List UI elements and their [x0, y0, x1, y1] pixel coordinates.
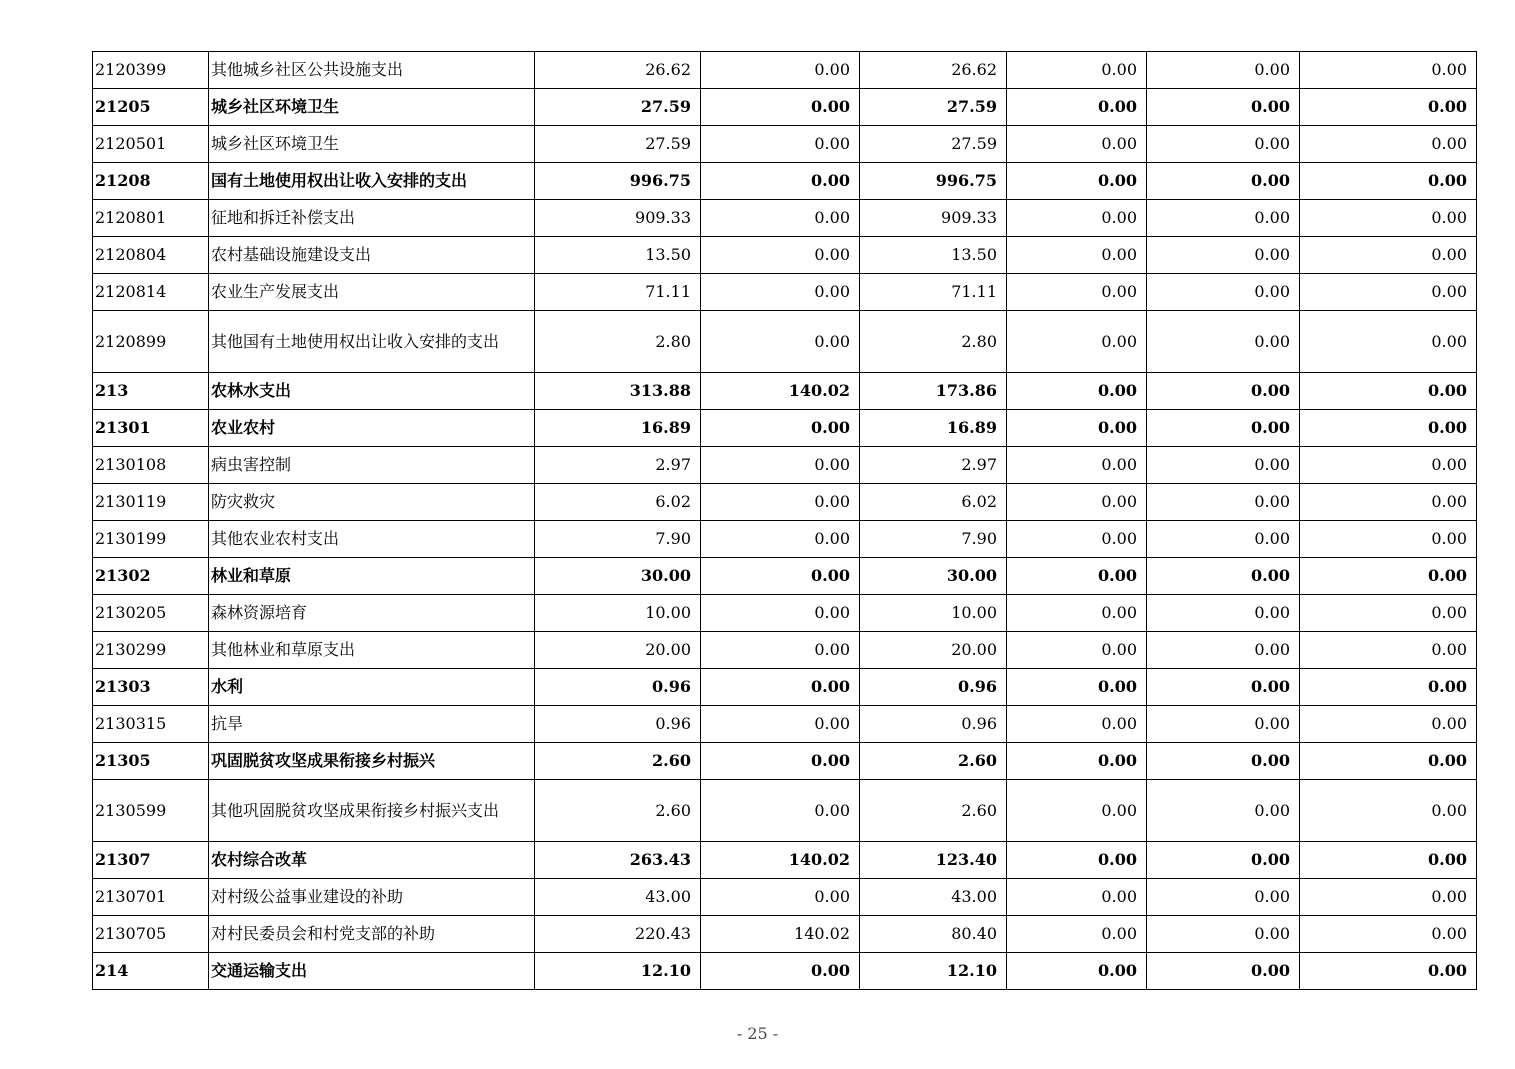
- subject-name-cell: 农业农村: [209, 410, 535, 447]
- amount-cell: 0.00: [1147, 373, 1300, 410]
- subject-name-cell: 水利: [209, 669, 535, 706]
- amount-cell: 0.00: [1300, 126, 1477, 163]
- amount-cell: 10.00: [535, 595, 701, 632]
- amount-cell: 0.00: [701, 126, 860, 163]
- amount-cell: 0.00: [1007, 373, 1147, 410]
- amount-cell: 0.00: [1147, 558, 1300, 595]
- amount-cell: 313.88: [535, 373, 701, 410]
- subject-code-cell: 21301: [93, 410, 209, 447]
- amount-cell: 0.00: [1007, 521, 1147, 558]
- subject-code-cell: 2120501: [93, 126, 209, 163]
- subject-code-cell: 213: [93, 373, 209, 410]
- amount-cell: 0.00: [701, 410, 860, 447]
- subject-name-cell: 城乡社区环境卫生: [209, 89, 535, 126]
- amount-cell: 27.59: [860, 126, 1007, 163]
- amount-cell: 0.00: [701, 879, 860, 916]
- table-row: [93, 916, 1477, 953]
- subject-code-cell: 21205: [93, 89, 209, 126]
- amount-cell: 0.00: [1300, 953, 1477, 990]
- amount-cell: 2.80: [860, 311, 1007, 373]
- table-row: [93, 953, 1477, 990]
- amount-cell: 0.00: [1300, 373, 1477, 410]
- table-row: [93, 410, 1477, 447]
- table-row: [93, 842, 1477, 879]
- table-row: [93, 52, 1477, 89]
- amount-cell: 0.00: [1300, 484, 1477, 521]
- amount-cell: 0.00: [1300, 200, 1477, 237]
- amount-cell: 6.02: [860, 484, 1007, 521]
- table-row: [93, 274, 1477, 311]
- amount-cell: 0.00: [1147, 706, 1300, 743]
- subject-code-cell: 21208: [93, 163, 209, 200]
- amount-cell: 0.00: [1007, 558, 1147, 595]
- subject-code-cell: 2130701: [93, 879, 209, 916]
- amount-cell: 0.96: [535, 706, 701, 743]
- amount-cell: 140.02: [701, 916, 860, 953]
- amount-cell: 0.00: [1300, 780, 1477, 842]
- amount-cell: 0.00: [1007, 632, 1147, 669]
- table-row: [93, 126, 1477, 163]
- amount-cell: 123.40: [860, 842, 1007, 879]
- amount-cell: 0.00: [1007, 484, 1147, 521]
- amount-cell: 16.89: [860, 410, 1007, 447]
- subject-code-cell: 21303: [93, 669, 209, 706]
- subject-name-cell: 对村民委员会和村党支部的补助: [209, 916, 535, 953]
- amount-cell: 0.00: [701, 632, 860, 669]
- subject-name-cell: 征地和拆迁补偿支出: [209, 200, 535, 237]
- amount-cell: 263.43: [535, 842, 701, 879]
- amount-cell: 0.00: [1147, 89, 1300, 126]
- subject-code-cell: 2130299: [93, 632, 209, 669]
- amount-cell: 0.00: [1147, 237, 1300, 274]
- amount-cell: 0.00: [701, 52, 860, 89]
- amount-cell: 0.00: [1147, 126, 1300, 163]
- amount-cell: 0.00: [1007, 89, 1147, 126]
- amount-cell: 12.10: [535, 953, 701, 990]
- table-row: [93, 879, 1477, 916]
- amount-cell: 2.97: [535, 447, 701, 484]
- amount-cell: 0.00: [1300, 274, 1477, 311]
- amount-cell: 996.75: [535, 163, 701, 200]
- amount-cell: 71.11: [860, 274, 1007, 311]
- table-row: [93, 237, 1477, 274]
- amount-cell: 13.50: [535, 237, 701, 274]
- amount-cell: 0.00: [1007, 706, 1147, 743]
- amount-cell: 0.00: [1147, 311, 1300, 373]
- amount-cell: 0.00: [1007, 274, 1147, 311]
- subject-code-cell: 2130599: [93, 780, 209, 842]
- amount-cell: 0.96: [860, 669, 1007, 706]
- subject-code-cell: 2130108: [93, 447, 209, 484]
- amount-cell: 0.00: [1147, 879, 1300, 916]
- subject-name-cell: 其他农业农村支出: [209, 521, 535, 558]
- amount-cell: 0.00: [1147, 163, 1300, 200]
- amount-cell: 20.00: [535, 632, 701, 669]
- amount-cell: 0.00: [701, 669, 860, 706]
- amount-cell: 0.00: [1007, 200, 1147, 237]
- amount-cell: 20.00: [860, 632, 1007, 669]
- amount-cell: 30.00: [535, 558, 701, 595]
- amount-cell: 0.00: [1007, 311, 1147, 373]
- table-row: [93, 558, 1477, 595]
- amount-cell: 0.00: [1007, 842, 1147, 879]
- subject-name-cell: 农村综合改革: [209, 842, 535, 879]
- amount-cell: 0.00: [1007, 126, 1147, 163]
- amount-cell: 0.00: [701, 200, 860, 237]
- amount-cell: 0.00: [1300, 163, 1477, 200]
- amount-cell: 6.02: [535, 484, 701, 521]
- subject-name-cell: 农村基础设施建设支出: [209, 237, 535, 274]
- amount-cell: 0.00: [1300, 89, 1477, 126]
- amount-cell: 0.00: [1147, 743, 1300, 780]
- subject-name-cell: 防灾救灾: [209, 484, 535, 521]
- amount-cell: 0.00: [701, 595, 860, 632]
- table-row: [93, 163, 1477, 200]
- amount-cell: 26.62: [535, 52, 701, 89]
- amount-cell: 0.00: [701, 706, 860, 743]
- amount-cell: 2.97: [860, 447, 1007, 484]
- table-row: [93, 632, 1477, 669]
- amount-cell: 0.00: [1007, 52, 1147, 89]
- amount-cell: 0.00: [1300, 632, 1477, 669]
- amount-cell: 0.00: [1300, 410, 1477, 447]
- table-row: [93, 311, 1477, 373]
- subject-code-cell: 2130199: [93, 521, 209, 558]
- subject-name-cell: 城乡社区环境卫生: [209, 126, 535, 163]
- subject-code-cell: 2120801: [93, 200, 209, 237]
- amount-cell: 0.00: [1007, 916, 1147, 953]
- amount-cell: 0.00: [1007, 743, 1147, 780]
- amount-cell: 0.00: [1300, 311, 1477, 373]
- table-row: [93, 743, 1477, 780]
- subject-name-cell: 其他巩固脱贫攻坚成果衔接乡村振兴支出: [209, 780, 535, 842]
- amount-cell: 16.89: [535, 410, 701, 447]
- amount-cell: 0.00: [1300, 842, 1477, 879]
- subject-name-cell: 巩固脱贫攻坚成果衔接乡村振兴: [209, 743, 535, 780]
- amount-cell: 0.00: [701, 237, 860, 274]
- amount-cell: 0.00: [1007, 953, 1147, 990]
- amount-cell: 0.00: [1007, 595, 1147, 632]
- amount-cell: 0.00: [701, 311, 860, 373]
- amount-cell: 0.00: [1300, 916, 1477, 953]
- amount-cell: 27.59: [860, 89, 1007, 126]
- amount-cell: 0.00: [1147, 842, 1300, 879]
- amount-cell: 0.00: [1300, 879, 1477, 916]
- amount-cell: 0.00: [1007, 163, 1147, 200]
- subject-code-cell: 2130119: [93, 484, 209, 521]
- subject-name-cell: 林业和草原: [209, 558, 535, 595]
- amount-cell: 0.00: [1147, 780, 1300, 842]
- subject-name-cell: 其他国有土地使用权出让收入安排的支出: [209, 311, 535, 373]
- subject-code-cell: 214: [93, 953, 209, 990]
- amount-cell: 30.00: [860, 558, 1007, 595]
- amount-cell: 0.00: [701, 484, 860, 521]
- subject-code-cell: 21302: [93, 558, 209, 595]
- amount-cell: 0.00: [1147, 410, 1300, 447]
- amount-cell: 2.80: [535, 311, 701, 373]
- subject-name-cell: 其他林业和草原支出: [209, 632, 535, 669]
- amount-cell: 0.00: [1300, 595, 1477, 632]
- subject-name-cell: 农业生产发展支出: [209, 274, 535, 311]
- amount-cell: 996.75: [860, 163, 1007, 200]
- amount-cell: 0.96: [535, 669, 701, 706]
- table-row: [93, 447, 1477, 484]
- amount-cell: 7.90: [535, 521, 701, 558]
- table-row: [93, 595, 1477, 632]
- amount-cell: 0.00: [701, 558, 860, 595]
- amount-cell: 0.00: [1147, 595, 1300, 632]
- subject-name-cell: 森林资源培育: [209, 595, 535, 632]
- amount-cell: 13.50: [860, 237, 1007, 274]
- amount-cell: 0.00: [1147, 632, 1300, 669]
- page-number: - 25 -: [736, 1024, 779, 1043]
- amount-cell: 0.00: [701, 274, 860, 311]
- table-row: [93, 706, 1477, 743]
- amount-cell: 0.00: [1147, 274, 1300, 311]
- table-row: [93, 780, 1477, 842]
- amount-cell: 140.02: [701, 373, 860, 410]
- amount-cell: 0.00: [1007, 669, 1147, 706]
- subject-code-cell: 2120399: [93, 52, 209, 89]
- amount-cell: 0.00: [1147, 52, 1300, 89]
- amount-cell: 0.00: [1147, 669, 1300, 706]
- amount-cell: 0.00: [1147, 484, 1300, 521]
- amount-cell: 2.60: [860, 780, 1007, 842]
- amount-cell: 0.00: [1300, 558, 1477, 595]
- amount-cell: 909.33: [860, 200, 1007, 237]
- subject-name-cell: 对村级公益事业建设的补助: [209, 879, 535, 916]
- amount-cell: 0.00: [1007, 879, 1147, 916]
- amount-cell: 0.00: [1147, 447, 1300, 484]
- subject-code-cell: 2120899: [93, 311, 209, 373]
- amount-cell: 220.43: [535, 916, 701, 953]
- table-row: [93, 669, 1477, 706]
- amount-cell: 0.00: [1147, 521, 1300, 558]
- subject-name-cell: 国有土地使用权出让收入安排的支出: [209, 163, 535, 200]
- subject-code-cell: 2130315: [93, 706, 209, 743]
- amount-cell: 0.00: [1147, 916, 1300, 953]
- subject-code-cell: 2120814: [93, 274, 209, 311]
- amount-cell: 10.00: [860, 595, 1007, 632]
- table-row: [93, 373, 1477, 410]
- amount-cell: 12.10: [860, 953, 1007, 990]
- amount-cell: 0.00: [1007, 780, 1147, 842]
- amount-cell: 0.00: [1147, 953, 1300, 990]
- amount-cell: 0.00: [1007, 410, 1147, 447]
- amount-cell: 0.00: [701, 89, 860, 126]
- subject-name-cell: 交通运输支出: [209, 953, 535, 990]
- amount-cell: 0.00: [701, 447, 860, 484]
- amount-cell: 2.60: [535, 780, 701, 842]
- budget-expenditure-table: [92, 51, 1477, 990]
- amount-cell: 0.00: [1300, 521, 1477, 558]
- amount-cell: 27.59: [535, 89, 701, 126]
- amount-cell: 0.00: [1300, 237, 1477, 274]
- amount-cell: 173.86: [860, 373, 1007, 410]
- amount-cell: 0.00: [1300, 743, 1477, 780]
- table-row: [93, 200, 1477, 237]
- subject-code-cell: 21307: [93, 842, 209, 879]
- amount-cell: 2.60: [860, 743, 1007, 780]
- subject-name-cell: 其他城乡社区公共设施支出: [209, 52, 535, 89]
- amount-cell: 43.00: [860, 879, 1007, 916]
- subject-code-cell: 21305: [93, 743, 209, 780]
- amount-cell: 0.00: [701, 163, 860, 200]
- subject-code-cell: 2130205: [93, 595, 209, 632]
- table-row: [93, 521, 1477, 558]
- subject-name-cell: 病虫害控制: [209, 447, 535, 484]
- amount-cell: 80.40: [860, 916, 1007, 953]
- amount-cell: 0.96: [860, 706, 1007, 743]
- amount-cell: 0.00: [1007, 447, 1147, 484]
- amount-cell: 0.00: [1300, 447, 1477, 484]
- table-row: [93, 484, 1477, 521]
- amount-cell: 0.00: [1147, 200, 1300, 237]
- table-row: [93, 89, 1477, 126]
- amount-cell: 2.60: [535, 743, 701, 780]
- amount-cell: 0.00: [701, 521, 860, 558]
- table-body: [93, 52, 1477, 990]
- subject-code-cell: 2120804: [93, 237, 209, 274]
- amount-cell: 0.00: [701, 780, 860, 842]
- amount-cell: 0.00: [1300, 52, 1477, 89]
- subject-code-cell: 2130705: [93, 916, 209, 953]
- amount-cell: 0.00: [1300, 669, 1477, 706]
- amount-cell: 26.62: [860, 52, 1007, 89]
- subject-name-cell: 农林水支出: [209, 373, 535, 410]
- amount-cell: 71.11: [535, 274, 701, 311]
- amount-cell: 140.02: [701, 842, 860, 879]
- amount-cell: 27.59: [535, 126, 701, 163]
- amount-cell: 7.90: [860, 521, 1007, 558]
- amount-cell: 0.00: [701, 743, 860, 780]
- amount-cell: 0.00: [701, 953, 860, 990]
- amount-cell: 909.33: [535, 200, 701, 237]
- amount-cell: 0.00: [1300, 706, 1477, 743]
- amount-cell: 43.00: [535, 879, 701, 916]
- subject-name-cell: 抗旱: [209, 706, 535, 743]
- amount-cell: 0.00: [1007, 237, 1147, 274]
